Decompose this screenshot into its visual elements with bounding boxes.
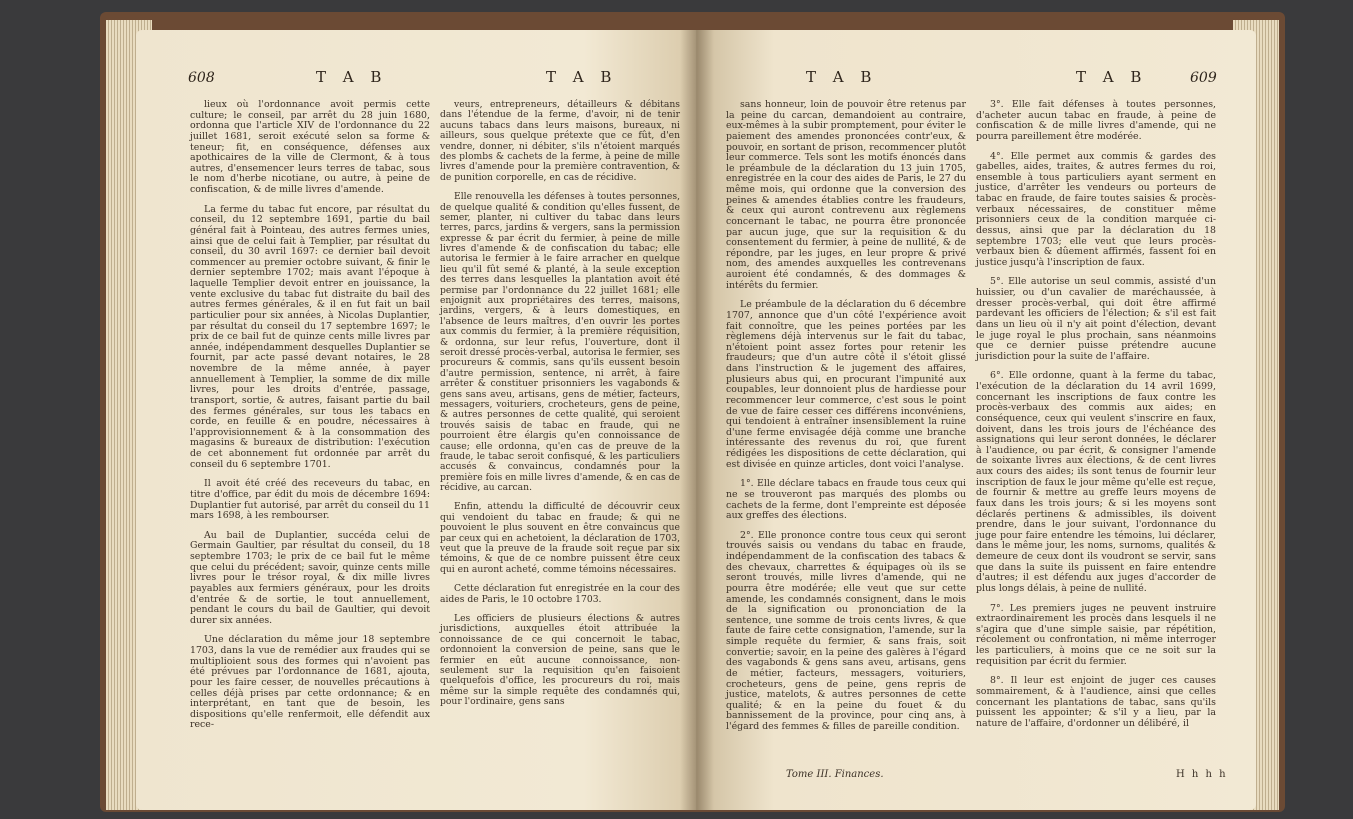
book-cover [100, 12, 1285, 812]
paragraph: veurs, entrepreneurs, détailleurs & débitans dans l'étendue de la ferme, d'avoir, ni de tenir aucuns tabacs dans leurs maisons, bureaux, ni ailleurs, sous quelque prétexte que ce fût, d'en vendre, donner, ni débiter, s'ils n'étoient marqués des plombs & cachets de la ferme, à peine de mille livres d'amende pour la première contravention, & de punition corporelle, en cas de récidive. [440, 99, 680, 183]
paragraph: La ferme du tabac fut encore, par résultat du conseil, du 12 septembre 1691, partie du bail général fait à Pointeau, des autres fermes unies, ainsi que de celui fait à Templier, par résultat du conseil, du 30 avril 1697: ce dernier bail devoit commencer au premier octobre suivant, & finir le dernier septembre 1702; mais avant l'époque à laquelle Templier devoit entrer en jouissance, la vente exclusive du tabac fut distraite du bail des autres fermes générales, & il en fut fait un bail particulier pour six années, à Nicolas Duplantier, par résultat du conseil du 17 septembre 1697; le prix de ce bail fut de quinze cents mille livres par année, indépendamment desquelles Duplantier se fournit, par acte passé devant notaires, le 28 novembre de la même année, à payer annuellement à Templier, la somme de dix mille livres, pour les droits d'entrée, passage, transport, sortie, & autres, faisant partie du bail des fermes générales, sur tous les tabacs en corde, en feuille & en poudre, nécessaires à l'approvisionnement & à la consommation des magasins & bureaux de distribution: l'exécution de cet abonnement fut ordonnée par arrêt du conseil du 6 septembre 1701. [190, 203, 430, 470]
book-gutter [680, 30, 714, 810]
paragraph: 8°. Il leur est enjoint de juger ces causes sommairement, & à l'audience, ainsi que celles concernant les plantations de tabac, sans qu'ils puissent les appointer; & s'il y a lieu, par la nature de l'affaire, d'ordonner un délibéré, il [976, 675, 1216, 729]
paragraph: Une déclaration du même jour 18 septembre 1703, dans la vue de remédier aux fraudes qui se multiplioient sous des formes qui n'avoient pas été prévues par l'ordonnance de 1681, ajouta, pour les faire cesser, de nouvelles précautions à celles déjà prises par cette ordonnance; & en interprétant, en tant que de besoin, les dispositions qu'elle renfermoit, elle défendit aux rece- [190, 634, 430, 731]
paragraph: 3°. Elle fait défenses à toutes personnes, d'acheter aucun tabac en fraude, à peine de confiscation & de mille livres d'amende, qui ne pourra pareillement être modérée. [976, 99, 1216, 142]
paragraph: Il avoit été créé des receveurs du tabac, en titre d'office, par édit du mois de décembre 1694: Duplantier fut autorisé, par arrêt du conseil du 11 mars 1698, à les rembourser. [190, 478, 430, 522]
paragraph: 1°. Elle déclare tabacs en fraude tous ceux qui ne se trouveront pas marqués des plombs ou cachets de la ferme, dont l'empreinte est déposée aux greffes des élections. [726, 478, 966, 522]
right-running-head-2: T A B [1076, 68, 1148, 86]
left-running-head-2: T A B [546, 68, 618, 86]
signature-mark: H h h h [1176, 769, 1228, 780]
paragraph: Elle renouvella les défenses à toutes personnes, de quelque qualité & condition qu'elles fussent, de semer, planter, ni cultiver du tabac dans leurs terres, parcs, jardins & vergers, sans la permission expresse & par écrit du fermier, à peine de mille livres d'amende & de confiscation du tabac; elle autorisa le fermier à le faire arracher en quelque lieu qu'il fût semé & planté, à la seule exception des terres dans lesquelles la plantation avoit été permise par l'ordonnance du 22 juillet 1681; elle enjoignit aux propriétaires des terres, maisons, jardins, vergers, & à leurs domestiques, en l'absence de leurs maîtres, d'en ouvrir les portes aux commis du fermier, à la première réquisition, & ordonna, sur leur refus, l'ouverture, dont il seroit dressé procès-verbal, autorisa le fermier, ses procureurs & commis, sans qu'ils eussent besoin d'autre permission, sentence, ni arrêt, à faire arrêter & constituer prisonniers les vagabonds & gens sans aveu, artisans, gens de métier, facteurs, messagers, voituriers, crocheteurs, gens de peine, & autres personnes de cette qualité, qui seroient trouvés saisis de tabac en fraude, qui ne pourroient être élargis qu'en connoissance de cause; elle ordonna, qu'en cas de preuve de la fraude, le tabac seroit confisqué, & les particuliers accusés & convaincus, condamnés pour la première fois en mille livres d'amende, & en cas de récidive, au carcan. [440, 191, 680, 494]
left-page [136, 30, 696, 810]
left-column-2 [440, 100, 680, 716]
right-column-2 [976, 100, 1216, 738]
left-column-1 [190, 100, 430, 740]
paragraph: Les officiers de plusieurs élections & autres jurisdictions, auxquelles étoit attribuée la connoissance de ce qui concernoit le tabac, ordonnoient la conversion de peine, sans que le fermier en eût aucune connoissance, non-seulement sur la requisition qu'en faisoient quelquefois d'office, les procureurs du roi, mais même sur la simple requête des condamnés qui, pour l'ordinaire, gens sans [440, 612, 680, 708]
paragraph: 6°. Elle ordonne, quant à la ferme du tabac, l'exécution de la déclaration du 14 avril 1699, concernant les inscriptions de faux contre les procès-verbaux des commis aux aides; en conséquence, ceux qui veulent s'inscrire en faux, doivent, dans les trois jours de l'échéance des assignations qui leur seront données, le déclarer à l'audience, ou par écrit, & consigner l'amende de soixante livres aux élections, & de cent livres aux cours des aides; ils sont tenus de fournir leur inscription de faux le jour même qu'elle est reçue, de fournir & mettre au greffe leurs moyens de faux dans les trois jours; & si les moyens sont déclarés pertinens & admissibles, ils doivent prendre, dans le jour suivant, l'ordonnance du juge pour faire entendre les témoins, lui déclarer, dans le même jour, les noms, surnoms, qualités & demeure de ceux dont ils voudront se servir, sans que dans la suite ils puissent en faire entendre d'autres; il est défendu aux juges d'accorder de plus longs délais, à peine de nullité. [976, 370, 1216, 594]
paragraph: 4°. Elle permet aux commis & gardes des gabelles, aides, traites, & autres fermes du roi, ensemble à tous particuliers ayant serment en justice, d'arrêter les vendeurs ou porteurs de tabac en fraude, de faire toutes saisies & procès-verbaux nécessaires, de constituer même prisonniers ceux de la condition marquée ci-dessus, ainsi que par la déclaration du 18 septembre 1703; elle veut que leurs procès-verbaux bien & dûement affirmés, fassent foi en justice jusqu'à l'inscription de faux. [976, 150, 1216, 268]
right-page [696, 30, 1256, 810]
left-running-head-1: T A B [316, 68, 388, 86]
left-page-number: 608 [188, 70, 215, 86]
paragraph: Le préambule de la déclaration du 6 décembre 1707, annonce que d'un côté l'expérience avoit fait connoître, que les peines portées par les règlemens déjà intervenus sur le fait du tabac, n'étoient point assez fortes pour retenir les fraudeurs; que d'un autre côté il s'étoit glissé dans l'instruction & le jugement des affaires, plusieurs abus qui, en procurant l'impunité aux coupables, leur donnoient plus de hardiesse pour recommencer leur commerce, c'est sous le point de vue de faire cesser ces différens inconvéniens, qui tendoient à entraîner insensiblement la ruine d'une ferme envisagée déjà comme une branche intéressante des revenus du roi, que furent rédigées les dispositions de cette déclaration, qui est divisée en quinze articles, dont voici l'analyse. [726, 299, 966, 470]
paragraph: 7°. Les premiers juges ne peuvent instruire extraordinairement les procès dans lesquels il ne s'agira que d'une simple saisie, par répétition, récolement ou confrontation, ni même interroger les particuliers, à moins que ce ne soit sur la requisition par écrit du fermier. [976, 602, 1216, 667]
paragraph: Cette déclaration fut enregistrée en la cour des aides de Paris, le 10 octobre 1703. [440, 583, 680, 605]
paragraph: Au bail de Duplantier, succéda celui de Germain Gaultier, par résultat du conseil, du 18 septembre 1703; le prix de ce bail fut le même que celui du précédent; savoir, quinze cents mille livres pour le trésor royal, & dix mille livres payables aux fermiers généraux, pour les droits d'entrée & de sortie, le tout annuellement, pendant le cours du bail de Gaultier, qui devoit durer six années. [190, 529, 430, 626]
right-column-1 [726, 100, 966, 742]
right-running-head-1: T A B [806, 68, 878, 86]
paragraph: sans honneur, loin de pouvoir être retenus par la peine du carcan, demandoient au contraire, eux-mêmes à la subir promptement, pour éviter le paiement des amendes prononcées contr'eux, & pouvoir, en sortant de prison, recommencer plutôt leur commerce. Tels sont les motifs énoncés dans le préambule de la déclaration du 13 juin 1705, enregistrée en la cour des aides de Paris, le 27 du même mois, qui ordonne que la conversion des peines & amendes établies contre les fraudeurs, & ceux qui auront contrevenu aux règlemens concernant le tabac, ne pourra être prononcée par aucun juge, que sur la requisition & du consentement du fermier, à peine de nullité, & de répondre, par les juges, en leur propre & privé nom, des amendes auxquelles les contrevenans auroient été condamnés, & des dommages & intérêts du fermier. [726, 99, 966, 291]
paragraph: lieux où l'ordonnance avoit permis cette culture; le conseil, par arrêt du 28 juin 1680, ordonna que l'article XIV de l'ordonnance du 22 juillet 1681, seroit exécuté selon sa forme & teneur; fit, en conséquence, défenses aux apothicaires de la ville de Clermont, & à tous autres, d'ensemencer leurs terres de tabac, sous le nom d'herbe nicotiane, ou autre, à peine de confiscation, & de mille livres d'amende. [190, 99, 430, 195]
volume-footer: Tome III. Finances. [786, 769, 884, 780]
paragraph: 5°. Elle autorise un seul commis, assisté d'un huissier, ou d'un cavalier de maréchaussée, à dresser procès-verbal, qui doit être affirmé pardevant les officiers de l'élection; & s'il est fait dans un lieu où il n'y ait point d'élection, devant le juge royal le plus prochain, sans néanmoins que ce dernier puisse prétendre aucune jurisdiction pour la suite de l'affaire. [976, 276, 1216, 362]
paragraph: 2°. Elle prononce contre tous ceux qui seront trouvés saisis ou vendans du tabac en fraude, indépendamment de la confiscation des tabacs & des chevaux, charrettes & équipages où ils se seront trouvés, mille livres d'amende, qui ne pourra être modérée; elle veut que sur cette amende, les condamnés consignent, dans le mois de la signification ou prononciation de la sentence, une somme de trois cents livres, & que faute de faire cette consignation, l'amende, sur la simple requête du fermier, & sans frais, soit convertie; savoir, en la peine des galères à l'égard des vagabonds & gens sans aveu, artisans, gens de métier, facteurs, messagers, voituriers, crocheteurs, gens de peine, gens repris de justice, matelots, & autres personnes de cette qualité; & en la peine du fouet & du bannissement de la province, pour cinq ans, à l'égard des femmes & filles de pareille condition. [726, 529, 966, 732]
paragraph: Enfin, attendu la difficulté de découvrir ceux qui vendoient du tabac en fraude; & qui ne pouvoient le plus souvent en être convaincus que par ceux qui en achetoient, la déclaration de 1703, veut que la preuve de la fraude soit reçue par six témoins, & que de ce nombre puissent être ceux qui en auront acheté, comme témoins nécessaires. [440, 501, 680, 575]
right-page-number: 609 [1190, 70, 1217, 86]
